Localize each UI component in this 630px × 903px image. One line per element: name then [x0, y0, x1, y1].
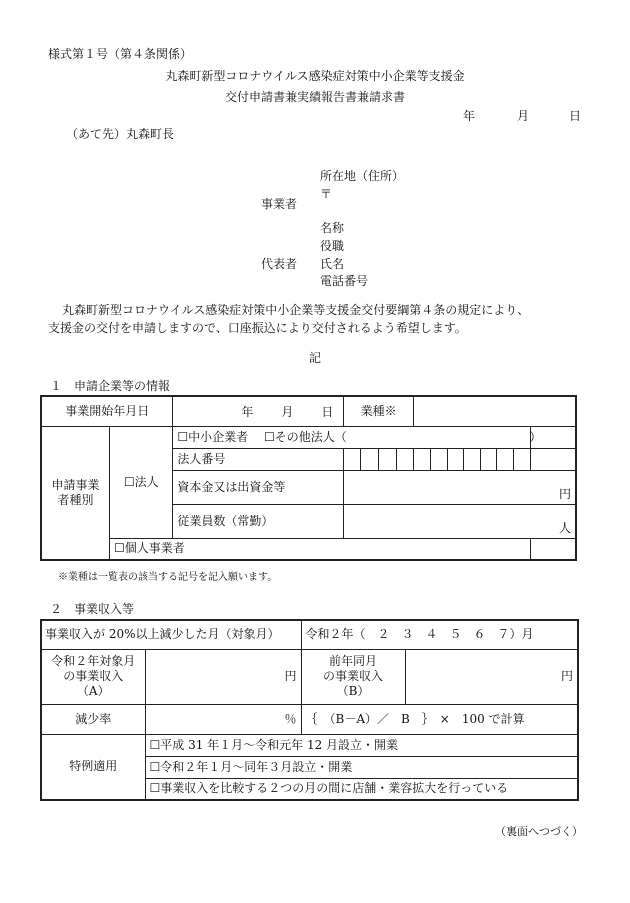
start-date-field[interactable] — [173, 396, 343, 426]
addressee: （あて先）丸森町長 — [66, 127, 175, 141]
date-day-label: 日 — [569, 109, 582, 123]
corp-number-digit[interactable] — [530, 448, 576, 470]
corp-type-row — [173, 426, 542, 448]
other-corp-checkbox[interactable]: ☐その他法人（ — [264, 429, 347, 444]
type-label: 申請事業者種別 — [41, 426, 110, 560]
ki-mark: 記 — [308, 351, 321, 365]
corporation-checkbox[interactable]: ☐法人 — [110, 426, 173, 538]
capital-label: 資本金又は出資金等 — [173, 470, 343, 504]
continued-note: （裏面へつづく） — [495, 825, 583, 838]
decline-month-selector[interactable]: 令和２年（ ２ ３ ４ ５ ６ ７）月 — [301, 620, 578, 649]
industry-field[interactable] — [414, 396, 576, 426]
sme-checkbox[interactable]: ☐中小企業者 — [177, 429, 249, 444]
prev-income-label-line: 前年同月 — [328, 654, 377, 668]
address-label: 所在地（住所） — [320, 169, 405, 183]
prev-income-label-line: （B） — [336, 684, 370, 698]
corp-number-digit[interactable] — [447, 448, 464, 470]
start-date-label: 事業開始年月日 — [41, 396, 173, 426]
section2-heading: ２ 事業収入等 — [50, 602, 135, 616]
form-number: 様式第１号（第４条関係） — [48, 47, 193, 61]
prev-income-label-line: の事業収入 — [322, 669, 383, 683]
reduction-formula: ｛ （B－A）／ B ｝ × 100 で計算 — [301, 704, 578, 734]
reduction-field[interactable] — [145, 704, 301, 734]
applicant-info-table — [40, 395, 577, 561]
postal-mark: 〒 — [320, 187, 333, 201]
corp-number-digit[interactable] — [431, 448, 448, 470]
prev-income-label — [301, 649, 405, 704]
person-name-label: 氏名 — [320, 257, 345, 271]
special-label: 特例適用 — [41, 734, 145, 800]
corp-number-digit[interactable] — [414, 448, 431, 470]
corp-number-digit[interactable] — [379, 448, 397, 470]
employees-unit: 人 — [558, 520, 571, 535]
reduction-unit: ％ — [284, 711, 297, 726]
prev-income-field[interactable] — [405, 649, 578, 704]
date-year-label: 年 — [463, 109, 476, 123]
phone-label: 電話番号 — [320, 274, 369, 288]
corp-number-digit[interactable] — [497, 448, 514, 470]
business-label: 事業者 — [261, 197, 298, 211]
start-day-label: 日 — [321, 405, 334, 419]
corp-number-digit[interactable] — [361, 448, 379, 470]
corp-number-digit[interactable] — [464, 448, 481, 470]
corp-number-digit[interactable] — [480, 448, 497, 470]
target-income-label-line: 令和２年対象月 — [51, 654, 136, 668]
other-corp-close: ） — [529, 429, 542, 444]
start-month-label: 月 — [281, 405, 294, 419]
capital-field[interactable] — [343, 470, 576, 504]
capital-unit: 円 — [558, 486, 571, 501]
corp-number-digit[interactable] — [396, 448, 414, 470]
body-paragraph-line1: 丸森町新型コロナウイルス感染症対策中小企業等支援金交付要綱第４条の規定により、 — [62, 303, 530, 317]
corp-number-digit[interactable] — [514, 448, 531, 470]
body-paragraph-line2: 支援金の交付を申請しますので、口座振込により交付されるよう希望します。 — [48, 321, 467, 335]
decline-month-label: 事業収入が 20%以上減少した月（対象月） — [41, 620, 301, 649]
start-year-label: 年 — [241, 405, 254, 419]
target-income-field[interactable] — [145, 649, 301, 704]
form-title-line1: 丸森町新型コロナウイルス感染症対策中小企業等支援金 — [165, 69, 465, 83]
income-table — [40, 619, 579, 801]
target-income-label-line: の事業収入 — [63, 669, 124, 683]
section1-heading: １ 申請企業等の情報 — [50, 379, 171, 393]
name-label: 名称 — [320, 221, 345, 235]
target-income-unit: 円 — [284, 669, 297, 683]
representative-label: 代表者 — [261, 257, 298, 271]
employees-label: 従業員数（常勤） — [173, 504, 343, 538]
corp-number-label: 法人番号 — [173, 448, 343, 470]
employees-field[interactable] — [343, 504, 576, 538]
special-option-2[interactable]: ☐令和２年１月～同年３月設立・開業 — [145, 756, 578, 778]
corp-number-digit[interactable] — [343, 448, 361, 470]
special-option-3[interactable]: ☐事業収入を比較する２つの月の間に店舗・業容拡大を行っている — [145, 778, 578, 800]
industry-note: ※業種は一覧表の該当する記号を記入願います。 — [58, 572, 278, 583]
target-income-label — [41, 649, 145, 704]
form-title-line2: 交付申請書兼実績報告書兼請求書 — [224, 90, 405, 104]
individual-checkbox[interactable]: ☐個人事業者 — [110, 538, 531, 560]
reduction-label: 減少率 — [41, 704, 145, 734]
date-month-label: 月 — [517, 109, 530, 123]
industry-label: 業種※ — [343, 396, 414, 426]
position-label: 役職 — [320, 239, 345, 253]
special-option-1[interactable]: ☐平成 31 年１月～令和元年 12 月設立・開業 — [145, 734, 578, 756]
prev-income-unit: 円 — [561, 669, 574, 683]
target-income-label-line: （A） — [76, 684, 110, 698]
